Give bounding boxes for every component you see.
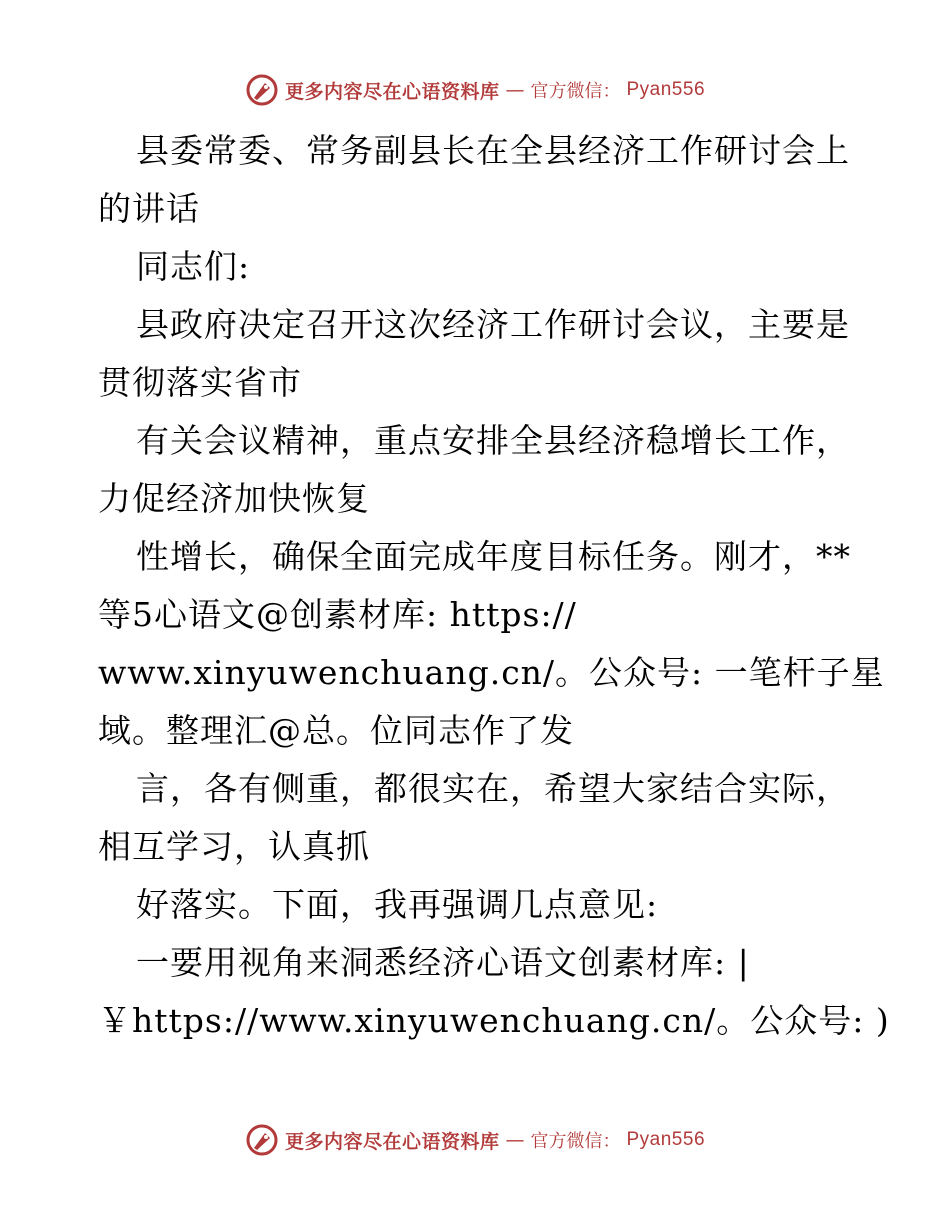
header-watermark-banner [0,70,950,110]
footer-wechat-label: 官方微信： [530,1131,621,1152]
footer-promo-text: 更多内容尽在心语资料库 [284,1130,500,1153]
paragraph-line: 相互学习，认真抓 [98,827,370,866]
document-title-line-1: 县委常委、常务副县长在全县经济工作研讨会上 [136,131,850,170]
document-body [98,122,890,1050]
paragraph-line: 域。整理汇@总。位同志作了发 [98,711,574,750]
paragraph-line: 言，各有侧重，都很实在，希望大家结合实际， [136,769,850,808]
header-dash: — [505,79,525,101]
paragraph-line: 县政府决定召开这次经济工作研讨会议，主要是 [136,305,850,344]
paragraph-line: www.xinyuwenchuang.cn/。公众号: 一笔杆子星 [98,653,885,692]
paragraph-line: ￥https://www.xinyuwenchuang.cn/。公众号: ) [98,1001,890,1040]
pen-nib-logo-icon [245,1123,279,1157]
header-promo-text: 更多内容尽在心语资料库 [284,80,500,103]
paragraph-line: 一要用视角来洞悉经济心语文创素材库: | [136,943,750,982]
pen-nib-logo-icon [245,73,279,107]
paragraph-line: 力促经济加快恢复 [98,479,370,518]
footer-dash: — [505,1129,525,1151]
document-title-line-2: 的讲话 [98,189,200,228]
paragraph-line: 等5心语文@创素材库: https:// [98,595,577,634]
paragraph-line: 好落实。下面，我再强调几点意见: [136,885,659,924]
paragraph-line: 性增长，确保全面完成年度目标任务。刚才，** [136,537,851,576]
paragraph-line: 贯彻落实省市 [98,363,302,402]
header-wechat-label: 官方微信： [530,81,621,102]
header-wechat-id: Pyan556 [626,79,706,100]
salutation: 同志们: [136,247,251,286]
footer-watermark-banner [0,1120,950,1160]
paragraph-line: 有关会议精神，重点安排全县经济稳增长工作， [136,421,850,460]
footer-wechat-id: Pyan556 [626,1129,706,1150]
